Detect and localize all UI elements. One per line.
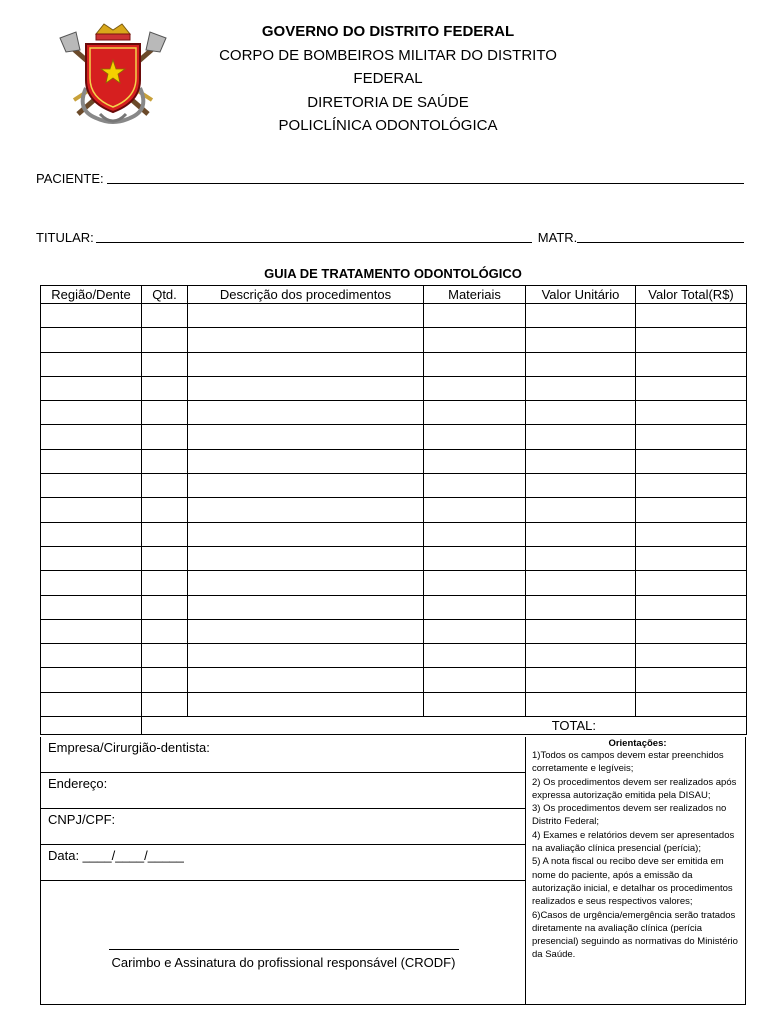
guide-title: GUIA DE TRATAMENTO ODONTOLÓGICO [264, 266, 522, 281]
table-cell[interactable] [188, 328, 424, 352]
table-cell[interactable] [526, 571, 636, 595]
table-cell[interactable] [424, 498, 526, 522]
treatment-table [40, 285, 747, 735]
empresa-label: Empresa/Cirurgião-dentista: [48, 740, 210, 755]
table-cell[interactable] [41, 425, 142, 449]
table-cell[interactable] [636, 546, 747, 570]
table-cell[interactable] [424, 376, 526, 400]
total-row [41, 717, 747, 735]
table-cell[interactable] [188, 546, 424, 570]
table-cell[interactable] [526, 644, 636, 668]
signature-area[interactable] [41, 881, 525, 1005]
table-cell[interactable] [142, 328, 188, 352]
table-row [41, 571, 747, 595]
table-cell[interactable] [41, 571, 142, 595]
provider-fields [41, 737, 526, 1004]
signature-line [109, 949, 459, 950]
table-cell[interactable] [41, 644, 142, 668]
table-cell[interactable] [526, 474, 636, 498]
table-cell[interactable] [424, 304, 526, 328]
table-cell[interactable] [188, 595, 424, 619]
table-cell[interactable] [424, 546, 526, 570]
paciente-field[interactable] [107, 171, 744, 184]
table-cell[interactable] [636, 352, 747, 376]
table-cell[interactable] [142, 401, 188, 425]
table-cell[interactable] [424, 328, 526, 352]
table-cell[interactable] [188, 352, 424, 376]
column-header-qtd: Qtd. [142, 286, 188, 304]
matr-label: MATR. [537, 230, 578, 245]
paciente-label: PACIENTE: [36, 171, 104, 186]
header-clinic: POLICLÍNICA ODONTOLÓGICA [278, 117, 498, 134]
table-cell[interactable] [424, 449, 526, 473]
table-row [41, 328, 747, 352]
table-cell[interactable] [188, 401, 424, 425]
table-cell[interactable] [41, 692, 142, 716]
fire-department-emblem-icon [56, 18, 170, 130]
data-label: Data: ____/____/_____ [48, 848, 184, 863]
orientacao-item: 1)Todos os campos devem estar preenchidos corretamente e legíveis; [532, 750, 724, 775]
orientacao-item: 6)Casos de urgência/emergência serão tratados diretamente na avaliação clínica (perícia presencial) seguindo as normativas do Ministério da Saúde. [532, 909, 738, 961]
table-cell[interactable] [526, 668, 636, 692]
table-row [41, 692, 747, 716]
table-cell[interactable] [142, 449, 188, 473]
column-header-materiais: Materiais [424, 286, 526, 304]
table-cell[interactable] [188, 692, 424, 716]
table-cell[interactable] [636, 474, 747, 498]
table-cell[interactable] [188, 304, 424, 328]
table-cell[interactable] [636, 692, 747, 716]
header-directorate: DIRETORIA DE SAÚDE [307, 93, 469, 111]
column-header-valor-total: Valor Total(R$) [636, 286, 747, 304]
table-cell[interactable] [142, 595, 188, 619]
table-cell[interactable] [188, 571, 424, 595]
table-cell[interactable] [636, 595, 747, 619]
signature-label: Carimbo e Assinatura do profissional responsável (CRODF) [111, 955, 456, 970]
table-cell[interactable] [424, 352, 526, 376]
table-row [41, 619, 747, 643]
table-cell[interactable] [41, 352, 142, 376]
table-cell[interactable] [526, 328, 636, 352]
table-cell[interactable] [424, 619, 526, 643]
table-cell[interactable] [142, 644, 188, 668]
titular-field[interactable] [96, 230, 532, 243]
table-cell[interactable] [636, 619, 747, 643]
table-cell[interactable] [424, 522, 526, 546]
empresa-field[interactable] [41, 737, 525, 773]
table-cell[interactable] [526, 546, 636, 570]
table-cell[interactable] [526, 522, 636, 546]
table-cell[interactable] [424, 425, 526, 449]
table-cell[interactable] [526, 425, 636, 449]
table-cell[interactable] [636, 522, 747, 546]
table-cell[interactable] [41, 595, 142, 619]
endereco-field[interactable] [41, 773, 525, 809]
table-cell[interactable] [424, 668, 526, 692]
table-cell[interactable] [41, 304, 142, 328]
table-cell[interactable] [142, 304, 188, 328]
table-cell[interactable] [41, 401, 142, 425]
table-cell[interactable] [41, 376, 142, 400]
orientacoes-title: Orientações: [608, 738, 667, 749]
table-cell[interactable] [424, 571, 526, 595]
table-row [41, 498, 747, 522]
table-cell[interactable] [636, 304, 747, 328]
table-cell[interactable] [424, 692, 526, 716]
table-cell[interactable] [41, 717, 142, 735]
table-cell[interactable] [41, 668, 142, 692]
table-cell[interactable] [636, 449, 747, 473]
table-cell[interactable] [142, 522, 188, 546]
table-cell[interactable] [41, 619, 142, 643]
table-cell[interactable] [41, 328, 142, 352]
table-cell[interactable] [636, 498, 747, 522]
header-government: GOVERNO DO DISTRITO FEDERAL [261, 23, 515, 40]
orientacao-item: 2) Os procedimentos devem ser realizados após expressa autorização emitida pela DISAU; [532, 776, 737, 801]
paciente-row [36, 171, 746, 186]
table-cell[interactable] [142, 498, 188, 522]
table-cell[interactable] [424, 644, 526, 668]
orientacao-item: 4) Exames e relatórios devem ser apresentados na avaliação clínica presencial (perícia); [532, 829, 735, 855]
table-cell[interactable] [142, 474, 188, 498]
table-cell[interactable] [424, 474, 526, 498]
table-row [41, 644, 747, 668]
table-cell[interactable] [636, 571, 747, 595]
total-label: TOTAL: [142, 717, 747, 735]
orientacao-item: 5) A nota fiscal ou recibo deve ser emitida em nome do paciente, após a emissão da autorização inicial, e detalhar os procedimentos realizados e seus respectivos valores; [532, 856, 733, 908]
matr-field[interactable] [577, 230, 744, 243]
table-cell[interactable] [41, 522, 142, 546]
table-cell[interactable] [526, 352, 636, 376]
table-cell[interactable] [142, 376, 188, 400]
table-row [41, 474, 747, 498]
table-row [41, 449, 747, 473]
table-header-row [41, 286, 747, 304]
table-cell[interactable] [188, 522, 424, 546]
table-cell[interactable] [526, 619, 636, 643]
table-row [41, 522, 747, 546]
table-cell[interactable] [188, 619, 424, 643]
table-cell[interactable] [526, 449, 636, 473]
table-cell[interactable] [188, 425, 424, 449]
table-cell[interactable] [636, 401, 747, 425]
table-cell[interactable] [424, 401, 526, 425]
table-row [41, 376, 747, 400]
table-cell[interactable] [142, 668, 188, 692]
table-row [41, 352, 747, 376]
table-cell[interactable] [41, 474, 142, 498]
table-cell[interactable] [41, 546, 142, 570]
table-cell[interactable] [526, 498, 636, 522]
table-cell[interactable] [526, 304, 636, 328]
table-cell[interactable] [188, 668, 424, 692]
table-cell[interactable] [188, 449, 424, 473]
table-body [41, 304, 747, 735]
table-cell[interactable] [636, 425, 747, 449]
table-row [41, 668, 747, 692]
column-header-valor-unitario: Valor Unitário [526, 286, 636, 304]
table-cell[interactable] [142, 425, 188, 449]
table-row [41, 425, 747, 449]
table-cell[interactable] [636, 376, 747, 400]
table-cell[interactable] [636, 328, 747, 352]
table-cell[interactable] [526, 401, 636, 425]
table-cell[interactable] [142, 546, 188, 570]
orientacao-item: 3) Os procedimentos devem ser realizados no Distrito Federal; [532, 803, 727, 828]
column-header-regiao: Região/Dente [41, 286, 142, 304]
table-cell[interactable] [526, 692, 636, 716]
table-cell[interactable] [41, 498, 142, 522]
endereco-label: Endereço: [48, 776, 108, 791]
table-row [41, 304, 747, 328]
cnpj-label: CNPJ/CPF: [48, 812, 116, 827]
header-block [200, 20, 576, 138]
orientacoes-box [526, 737, 747, 1004]
table-cell[interactable] [142, 571, 188, 595]
table-cell[interactable] [188, 376, 424, 400]
provider-section [40, 737, 746, 1005]
table-row [41, 546, 747, 570]
table-cell[interactable] [41, 449, 142, 473]
header-corps: CORPO DE BOMBEIROS MILITAR DO DISTRITO FEDERAL [219, 46, 557, 87]
cnpj-field[interactable] [41, 809, 525, 845]
table-cell[interactable] [636, 644, 747, 668]
table-cell[interactable] [142, 619, 188, 643]
table-row [41, 595, 747, 619]
table-cell[interactable] [188, 498, 424, 522]
table-cell[interactable] [424, 595, 526, 619]
table-cell[interactable] [142, 352, 188, 376]
titular-label: TITULAR: [36, 230, 94, 245]
table-row [41, 401, 747, 425]
table-cell[interactable] [526, 595, 636, 619]
table-cell[interactable] [188, 474, 424, 498]
data-field[interactable] [41, 845, 525, 881]
column-header-descricao: Descrição dos procedimentos [188, 286, 424, 304]
table-cell[interactable] [636, 668, 747, 692]
table-cell[interactable] [188, 644, 424, 668]
table-cell[interactable] [526, 376, 636, 400]
titular-row [36, 230, 746, 245]
table-cell[interactable] [142, 692, 188, 716]
